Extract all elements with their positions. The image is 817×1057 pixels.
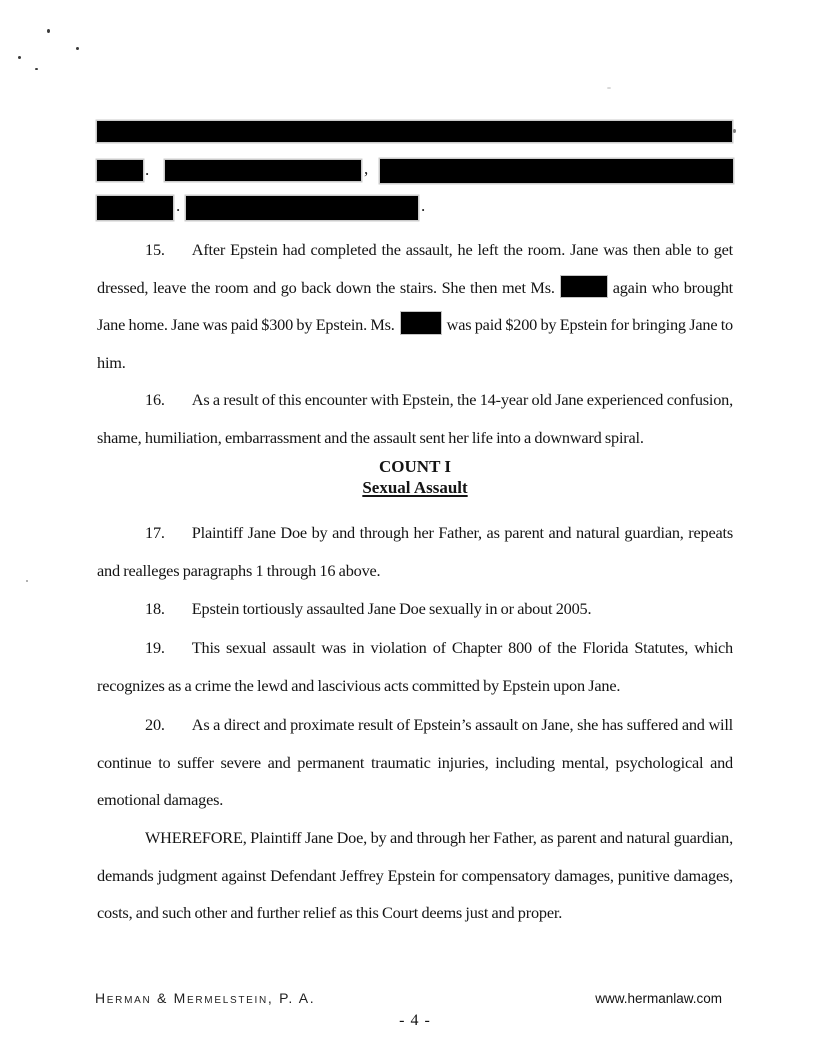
paragraph-19 [97,629,733,704]
redaction-mark: , [364,159,369,178]
redaction-mark: . [421,196,426,215]
paragraph-20 [97,706,733,819]
paragraph-text: As a direct and proximate result of Epstein’s assault on Jane, she has suffered and will continue to suffer severe and permanent traumatic injuries, including mental, psychological and emotional damages. [97,715,733,809]
paragraph-number: 16. [145,390,165,409]
scan-speck [607,87,611,89]
paragraph-number: 15. [145,240,165,259]
paragraph-text: This sexual assault was in violation of Chapter 800 of the Florida Statutes, which recognizes as a crime the lewd and lascivious acts committed by Epstein upon Jane. [97,638,733,695]
scan-speck [35,68,38,70]
redaction-bar-row3-seg1 [97,196,173,220]
scan-speck [18,56,21,59]
paragraph-text: Plaintiff Jane Doe by and through her Father, as parent and natural guardian, repeats and realleges paragraphs 1 through 16 above. [97,523,733,580]
paragraph-text: After Epstein had completed the assault, he left the room. Jane was then able to get dressed, leave the room and go back down the stairs. She then met Ms. [97,240,733,297]
redaction-mark: . [176,196,181,215]
paragraph-15 [97,231,733,381]
paragraph-text: again who brought Jane home. Jane was paid $300 by Epstein. Ms. [97,277,733,334]
wherefore-paragraph [97,819,733,932]
paragraph-number: 18. [145,599,165,618]
firm-name: Herman & Mermelstein, P. A. [95,990,316,1006]
paragraph-16 [97,381,733,456]
scan-speck [76,47,79,50]
paragraph-text: WHEREFORE, Plaintiff Jane Doe, by and through her Father, as parent and natural guardian, demands judgment against Defendant Jeffrey Epstein for compensatory damages, punitive damages, costs, and such other and further relief as this Court deems just and proper. [97,828,733,922]
redaction-bar-row2-seg2 [165,160,361,181]
inline-redaction [561,276,607,297]
count-heading [97,457,733,498]
redaction-bar-row1 [97,121,732,142]
website-url: www.hermanlaw.com [595,991,722,1006]
redaction-bar-row2-seg3 [380,159,733,183]
redaction-bar-row2-seg1 [97,160,143,181]
redaction-bar-row3-seg2 [186,196,418,220]
paragraph-number: 17. [145,523,165,542]
count-title: COUNT I [379,457,451,476]
paragraph-text: As a result of this encounter with Epstein, the 14-year old Jane experienced confusion, shame, humiliation, embarrassment and the assault sent her life into a downward spiral. [97,390,733,447]
inline-redaction [401,312,441,334]
count-subtitle: Sexual Assault [362,477,468,497]
paragraph-17 [97,514,733,589]
page-number: - 4 - [399,1012,431,1029]
paragraph-text: Epstein tortiously assaulted Jane Doe sexually in or about 2005. [191,599,592,618]
paragraph-text: was paid $200 by Epstein for bringing Jane to him. [97,315,733,372]
scan-speck [47,29,50,33]
redaction-mark: . [145,160,150,179]
paragraph-number: 19. [145,638,165,657]
scan-speck [733,129,736,133]
paragraph-18 [97,590,733,628]
paragraph-number: 20. [145,715,165,734]
scan-speck [26,580,28,582]
